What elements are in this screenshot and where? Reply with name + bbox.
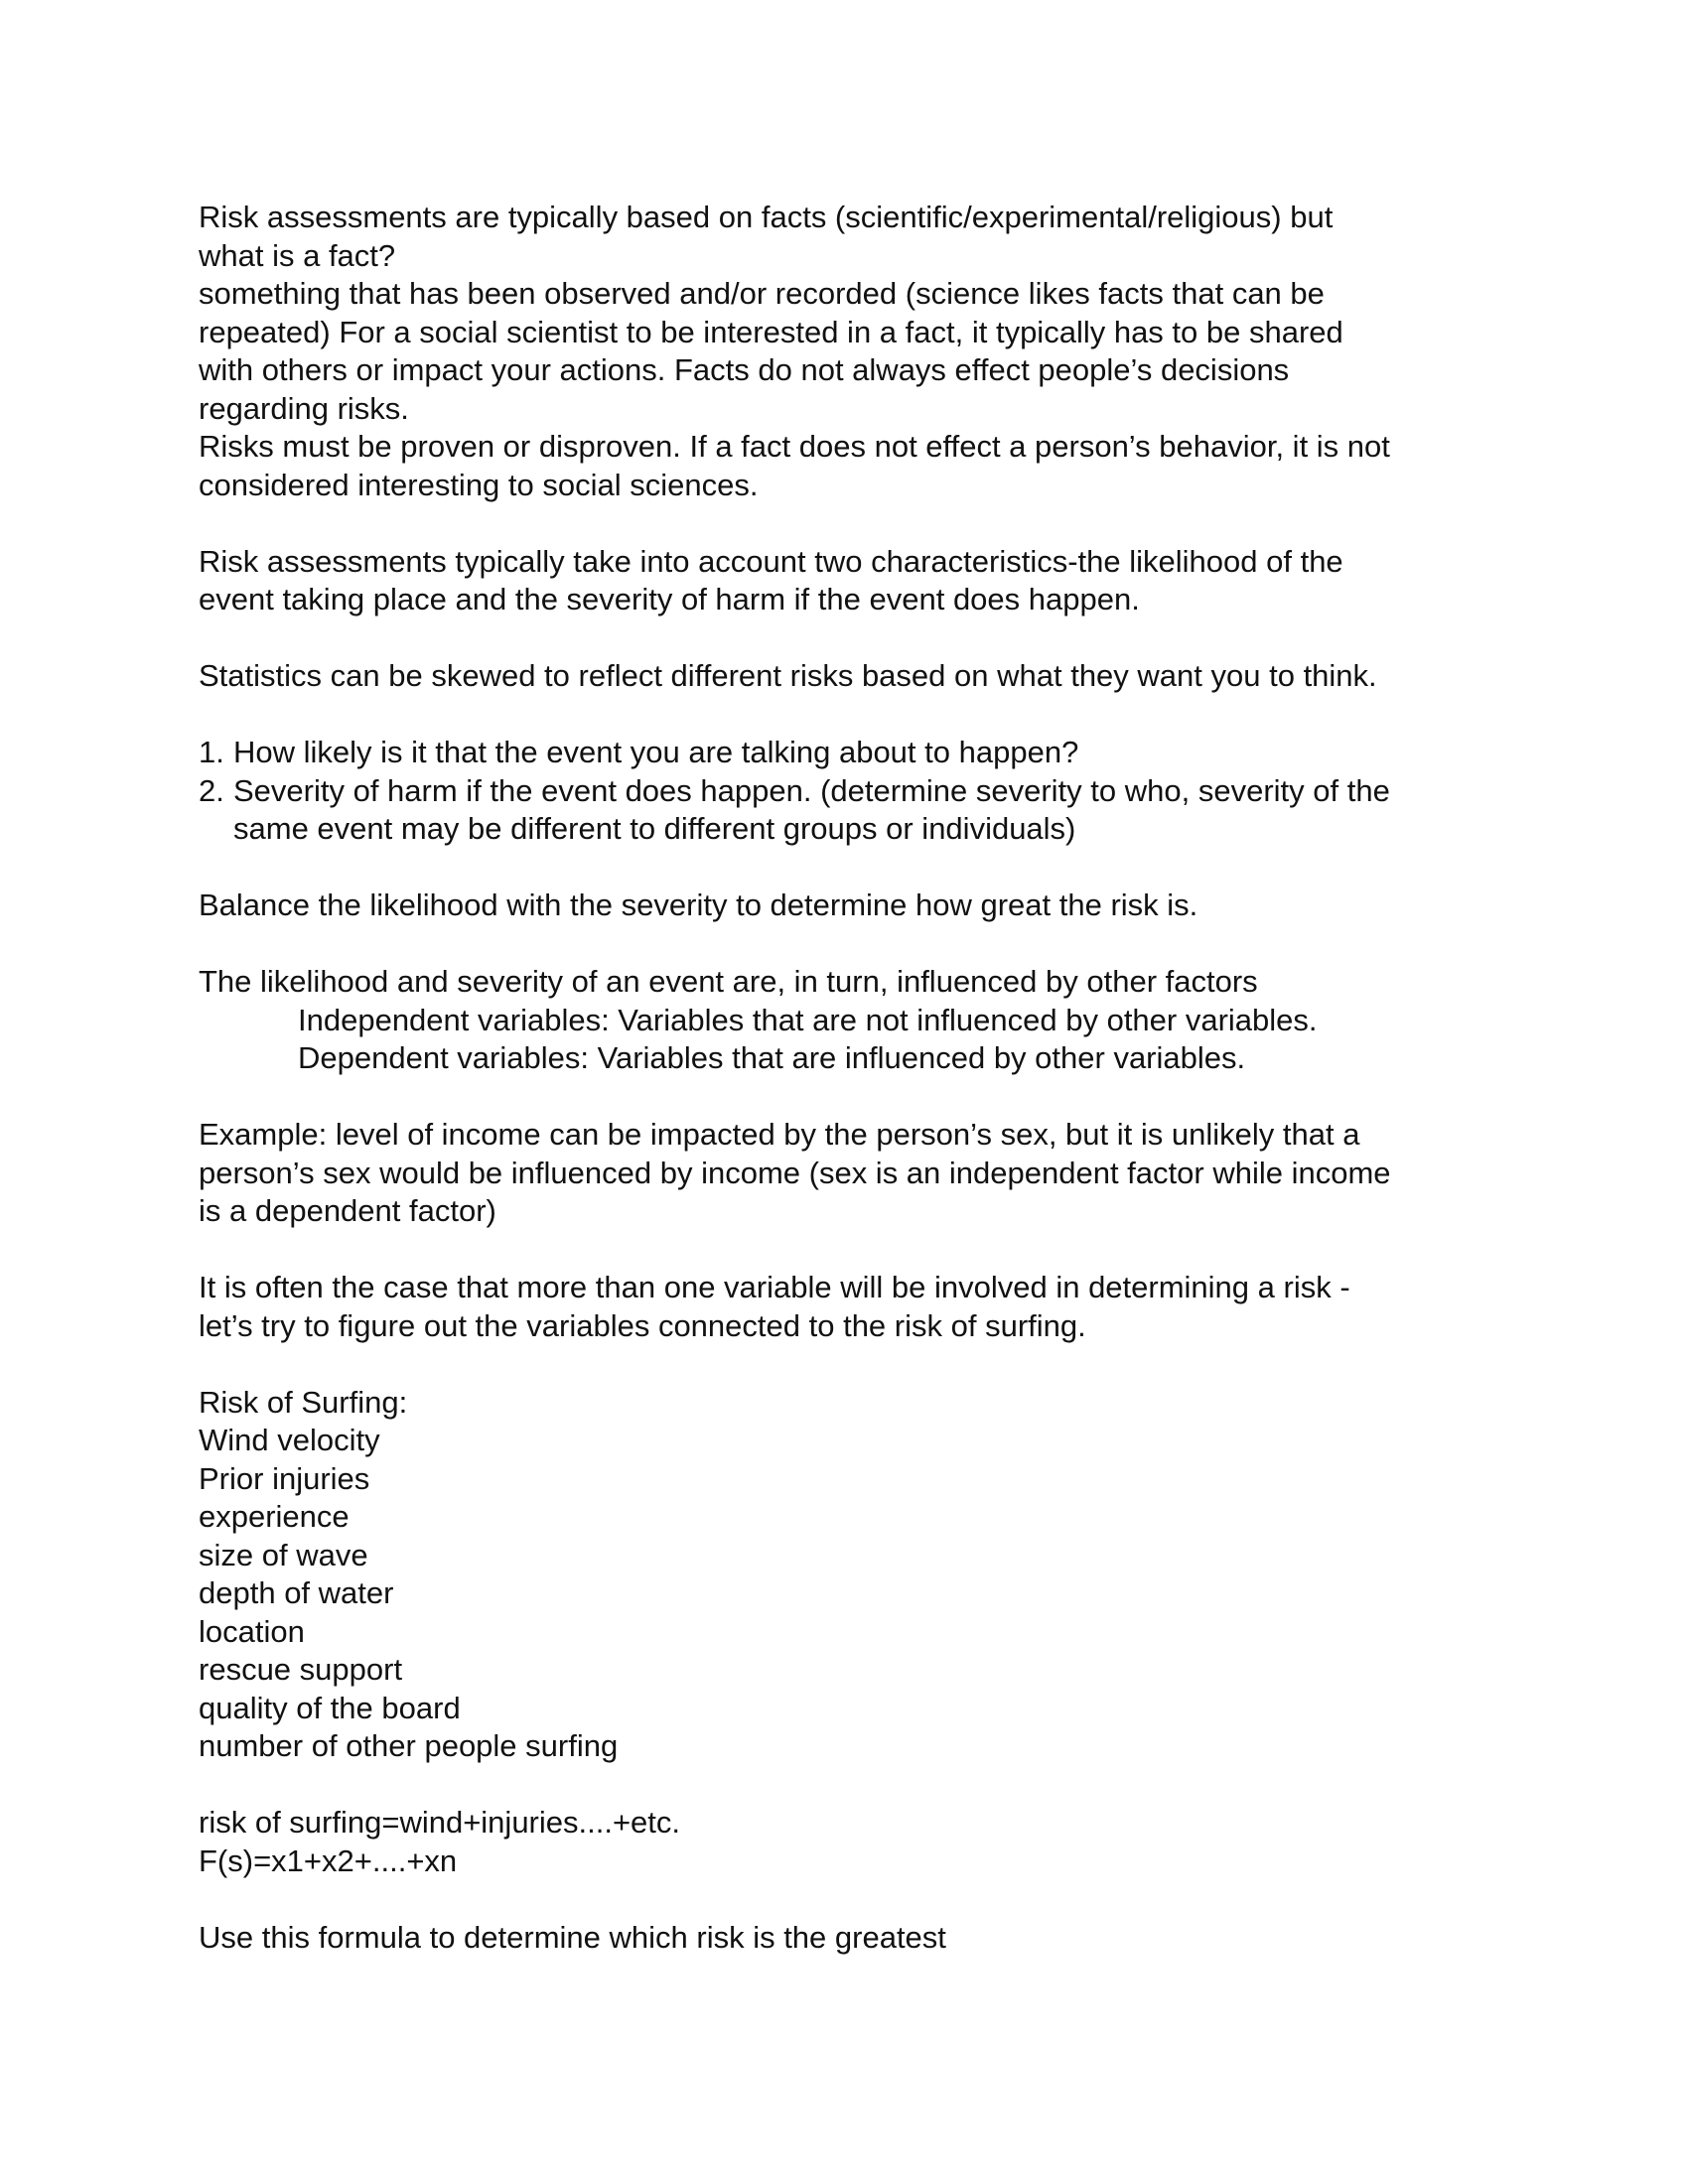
independent-variables-line: Independent variables: Variables that are not influenced by other variables. — [298, 1002, 1318, 1037]
formula-line: F(s)=x1+x2+....+xn — [199, 1843, 458, 1878]
surfing-factor: location — [199, 1613, 305, 1649]
text-line: let’s try to figure out the variables connected to the risk of surfing. — [199, 1307, 1086, 1343]
text-line: regarding risks. — [199, 390, 409, 426]
list-item-text: How likely is it that the event you are talking about to happen? — [233, 735, 1079, 769]
dependent-variables-line: Dependent variables: Variables that are influenced by other variables. — [298, 1040, 1246, 1075]
document-body — [199, 199, 1509, 1957]
text-line: something that has been observed and/or recorded (science likes facts that can be — [199, 276, 1325, 311]
paragraph-gap — [199, 1766, 1509, 1805]
text-line: Statistics can be skewed to reflect different risks based on what they want you to think. — [199, 658, 1377, 693]
paragraph-gap — [199, 1231, 1509, 1270]
text-line: with others or impact your actions. Facts do not always effect people’s decisions — [199, 352, 1290, 387]
list-item-text: same event may be different to different groups or individuals) — [233, 811, 1076, 846]
list-number: 2. — [199, 772, 224, 808]
numbered-list — [199, 734, 1509, 849]
paragraph-gap — [199, 504, 1509, 543]
text-line: Balance the likelihood with the severity to determine how great the risk is. — [199, 887, 1198, 922]
text-line: person’s sex would be influenced by income (sex is an independent factor while income — [199, 1155, 1391, 1190]
surfing-factor: Prior injuries — [199, 1460, 370, 1496]
list-number: 1. — [199, 735, 224, 769]
paragraph-gap — [199, 925, 1509, 964]
formula-line: risk of surfing=wind+injuries....+etc. — [199, 1805, 681, 1840]
surfing-factor: number of other people surfing — [199, 1728, 619, 1763]
list-item — [199, 772, 1509, 849]
paragraph-gap — [199, 1345, 1509, 1384]
text-line: Example: level of income can be impacted by the person’s sex, but it is unlikely that a — [199, 1117, 1360, 1152]
text-line: what is a fact? — [199, 237, 396, 273]
text-line: event taking place and the severity of harm if the event does happen. — [199, 582, 1140, 616]
text-line: is a dependent factor) — [199, 1193, 496, 1228]
surfing-factor: quality of the board — [199, 1690, 461, 1725]
surfing-factor: size of wave — [199, 1537, 368, 1572]
surfing-factor: Wind velocity — [199, 1423, 380, 1457]
list-item-text: Severity of harm if the event does happen. (determine severity to who, severity of the — [233, 772, 1390, 808]
text-line: The likelihood and severity of an event are, in turn, influenced by other factors — [199, 964, 1258, 999]
paragraph-gap — [199, 696, 1509, 735]
surfing-factor: depth of water — [199, 1575, 394, 1610]
surfing-heading: Risk of Surfing: — [199, 1384, 408, 1420]
list-item — [199, 734, 1509, 772]
text-line: Risk assessments are typically based on facts (scientific/experimental/religious) but — [199, 200, 1334, 234]
text-line: repeated) For a social scientist to be interested in a fact, it typically has to be shared — [199, 314, 1343, 349]
paragraph-gap — [199, 1078, 1509, 1117]
conclusion-line: Use this formula to determine which risk is the greatest — [199, 1919, 946, 1955]
text-line: considered interesting to social sciences. — [199, 467, 759, 502]
text-line: Risk assessments typically take into account two characteristics-the likelihood of the — [199, 543, 1343, 579]
surfing-factor: experience — [199, 1499, 350, 1534]
text-line: Risks must be proven or disproven. If a fact does not effect a person’s behavior, it is not — [199, 429, 1390, 464]
surfing-factor: rescue support — [199, 1652, 403, 1687]
paragraph-gap — [199, 619, 1509, 658]
paragraph-gap — [199, 849, 1509, 887]
text-line: It is often the case that more than one variable will be involved in determining a risk - — [199, 1270, 1350, 1304]
paragraph-gap — [199, 1880, 1509, 1919]
